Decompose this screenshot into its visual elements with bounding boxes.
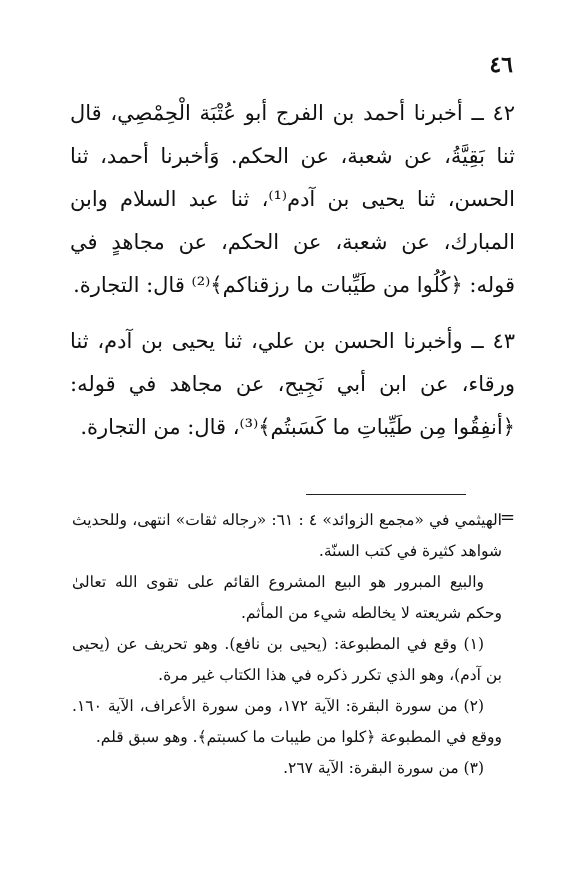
footnote-2: (٢) من سورة البقرة: الآية ١٧٢، ومن سورة الأعراف، الآية ١٦٠. ووقع في المطبوعة ﴿كلوا من طيبات ما كسبتم﴾. وهو سبق قلم. xyxy=(72,697,502,746)
page-number: ٤٦ xyxy=(489,52,513,78)
hadith-43-text: ٤٣ ــ وأخبرنا الحسن بن علي، ثنا يحيى بن آدم، ثنا ورقاء، عن ابن أبي نَجِيح، عن مجاهد في قوله: ﴿أنفِقُوا مِن طَيِّباتِ ما كَسَبتُم﴾⁽³⁾، قال: من التجارة. xyxy=(70,329,515,439)
hadith-42-block xyxy=(70,92,515,307)
footnote-commentary: والبيع المبرور هو البيع المشروع القائم على تقوى الله تعالىٰ وحكم شريعته لا يخالطه شيء من المأثم. xyxy=(72,573,502,622)
footnote-1: (١) وقع في المطبوعة: (يحيى بن نافع). وهو تحريف عن (يحيى بن آدم)، وهو الذي تكرر ذكره في هذا الكتاب غير مرة. xyxy=(72,635,502,684)
footnote-separator xyxy=(306,494,466,495)
footnote-3: (٣) من سورة البقرة: الآية ٢٦٧. xyxy=(283,759,484,777)
hadith-42-text: ٤٢ ــ أخبرنا أحمد بن الفرج أبو عُتْبَة الْحِمْصِي، قال ثنا بَقِيَّةُ، عن شعبة، عن الحكم. وَأخبرنا أحمد، ثنا الحسن، ثنا يحيى بن آدم⁽¹⁾، ثنا عبد السلام وابن المبارك، عن شعبة، عن الحكم، عن مجاهدٍ في قوله: ﴿كُلُوا من طَيِّبات ما رزقناكم﴾⁽²⁾ قال: التجارة. xyxy=(70,101,515,297)
footnote-continuation-mark: = xyxy=(500,507,516,528)
footnotes xyxy=(72,505,502,784)
footnote-continued: الهيثمي في «مجمع الزوائد» ٤ : ٦١: «رجاله ثقات» انتهى، وللحديث شواهد كثيرة في كتب السنّة. xyxy=(72,511,502,560)
hadith-43-block xyxy=(70,320,515,449)
